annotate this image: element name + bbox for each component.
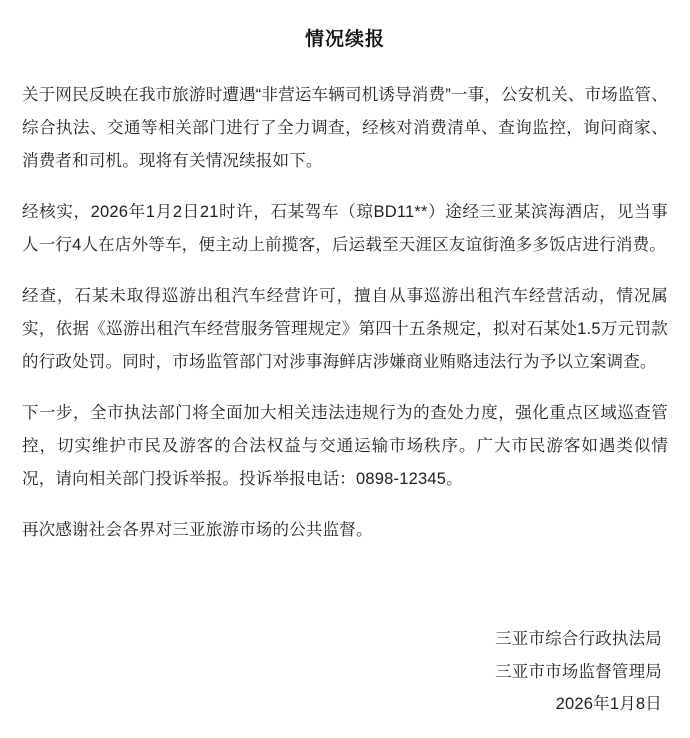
paragraph-2: 经核实，2026年1月2日21时许，石某驾车（琼BD11**）途经三亚某滨海酒店，见当事人一行4人在店外等车，便主动上前揽客，后运载至天涯区友谊街渔多多饭店进行消费。	[22, 202, 668, 254]
signature-agency-2: 三亚市市场监督管理局	[495, 662, 662, 681]
paragraph-5: 再次感谢社会各界对三亚旅游市场的公共监督。	[22, 520, 373, 539]
paragraph-3: 经查，石某未取得巡游出租汽车经营许可，擅自从事巡游出租汽车经营活动，情况属实，依据《巡游出租汽车经营服务管理规定》第四十五条规定，拟对石某处1.5万元罚款的行政处罚。同时，市场监管部门对涉事海鲜店涉嫌商业贿赂违法行为予以立案调查。	[22, 286, 668, 371]
signature-date: 2026年1月8日	[555, 694, 662, 713]
paragraph-1: 关于网民反映在我市旅游时遭遇“非营运车辆司机诱导消费”一事，公安机关、市场监管、综合执法、交通等相关部门进行了全力调查，经核对消费清单、查询监控，询问商家、消费者和司机。现将有关情况续报如下。	[22, 85, 668, 170]
document-body	[22, 79, 668, 584]
page-title: 情况续报	[304, 29, 385, 50]
signature-block	[22, 623, 668, 720]
paragraph-4: 下一步，全市执法部门将全面加大相关违法违规行为的查处力度，强化重点区域巡查管控，切实维护市民及游客的合法权益与交通运输市场秩序。广大市民游客如遇类似情况，请向相关部门投诉举报。投诉举报电话：0898-12345。	[22, 403, 668, 488]
signature-agency-1: 三亚市综合行政执法局	[495, 630, 662, 649]
